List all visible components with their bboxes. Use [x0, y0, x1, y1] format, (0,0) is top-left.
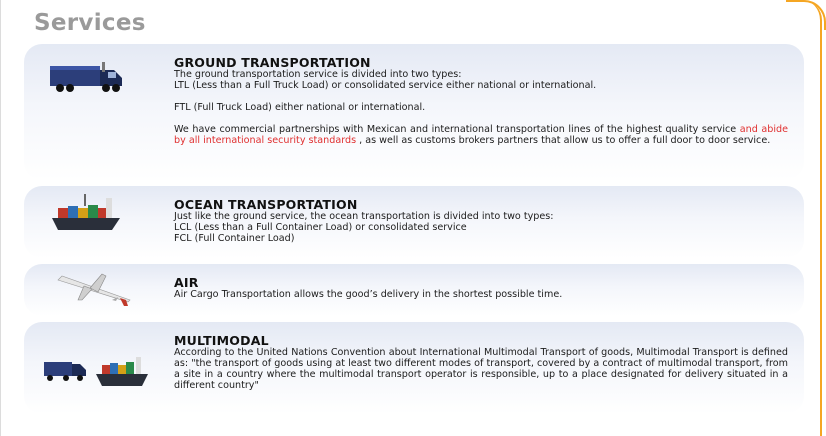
section-text: LCL (Less than a Full Container Load) or consolidated service: [174, 222, 467, 233]
truck-and-ship-image: [42, 352, 152, 396]
section-text: FCL (Full Container Load): [174, 233, 295, 244]
security-standards-highlight: and abide by all international security standards: [174, 124, 788, 146]
section-ground-transportation: [24, 44, 804, 180]
section-paragraph: According to the United Nations Convention about International Multimodal Transport of goods, Multimodal Transport is defined as: "the transport of goods using at least two different modes of transport, covered by a contract of multimodal transport, from a site in a country where the multimodal transport operator is responsible, up to a place designated for delivery situated in a different country": [174, 347, 788, 391]
section-ocean-transportation: [24, 186, 804, 258]
frame-corner: [786, 0, 826, 30]
airplane-image: [54, 270, 134, 314]
section-text: Air Cargo Transportation allows the good’s delivery in the shortest possible time.: [174, 289, 563, 300]
section-text: FTL (Full Truck Load) either national or international.: [174, 102, 426, 113]
section-heading: AIR: [174, 275, 199, 290]
section-text: LTL (Less than a Full Truck Load) or consolidated service either national or international.: [174, 80, 597, 91]
section-text: The ground transportation service is divided into two types:: [174, 69, 462, 80]
section-heading: MULTIMODAL: [174, 333, 269, 348]
page-title: Services: [34, 10, 146, 36]
section-air: [24, 264, 804, 316]
ship-image: [48, 192, 128, 240]
section-heading: OCEAN TRANSPORTATION: [174, 197, 358, 212]
section-multimodal: [24, 322, 804, 414]
section-text: Just like the ground service, the ocean transportation is divided into two types:: [174, 211, 554, 222]
truck-image: [48, 58, 128, 102]
section-heading: GROUND TRANSPORTATION: [174, 55, 371, 70]
section-paragraph: We have commercial partnerships with Mexican and international transportation lines of the highest quality service and abide by all international security standards , as well as customs brokers partners that allow us to offer a full door to door service.: [174, 124, 788, 146]
